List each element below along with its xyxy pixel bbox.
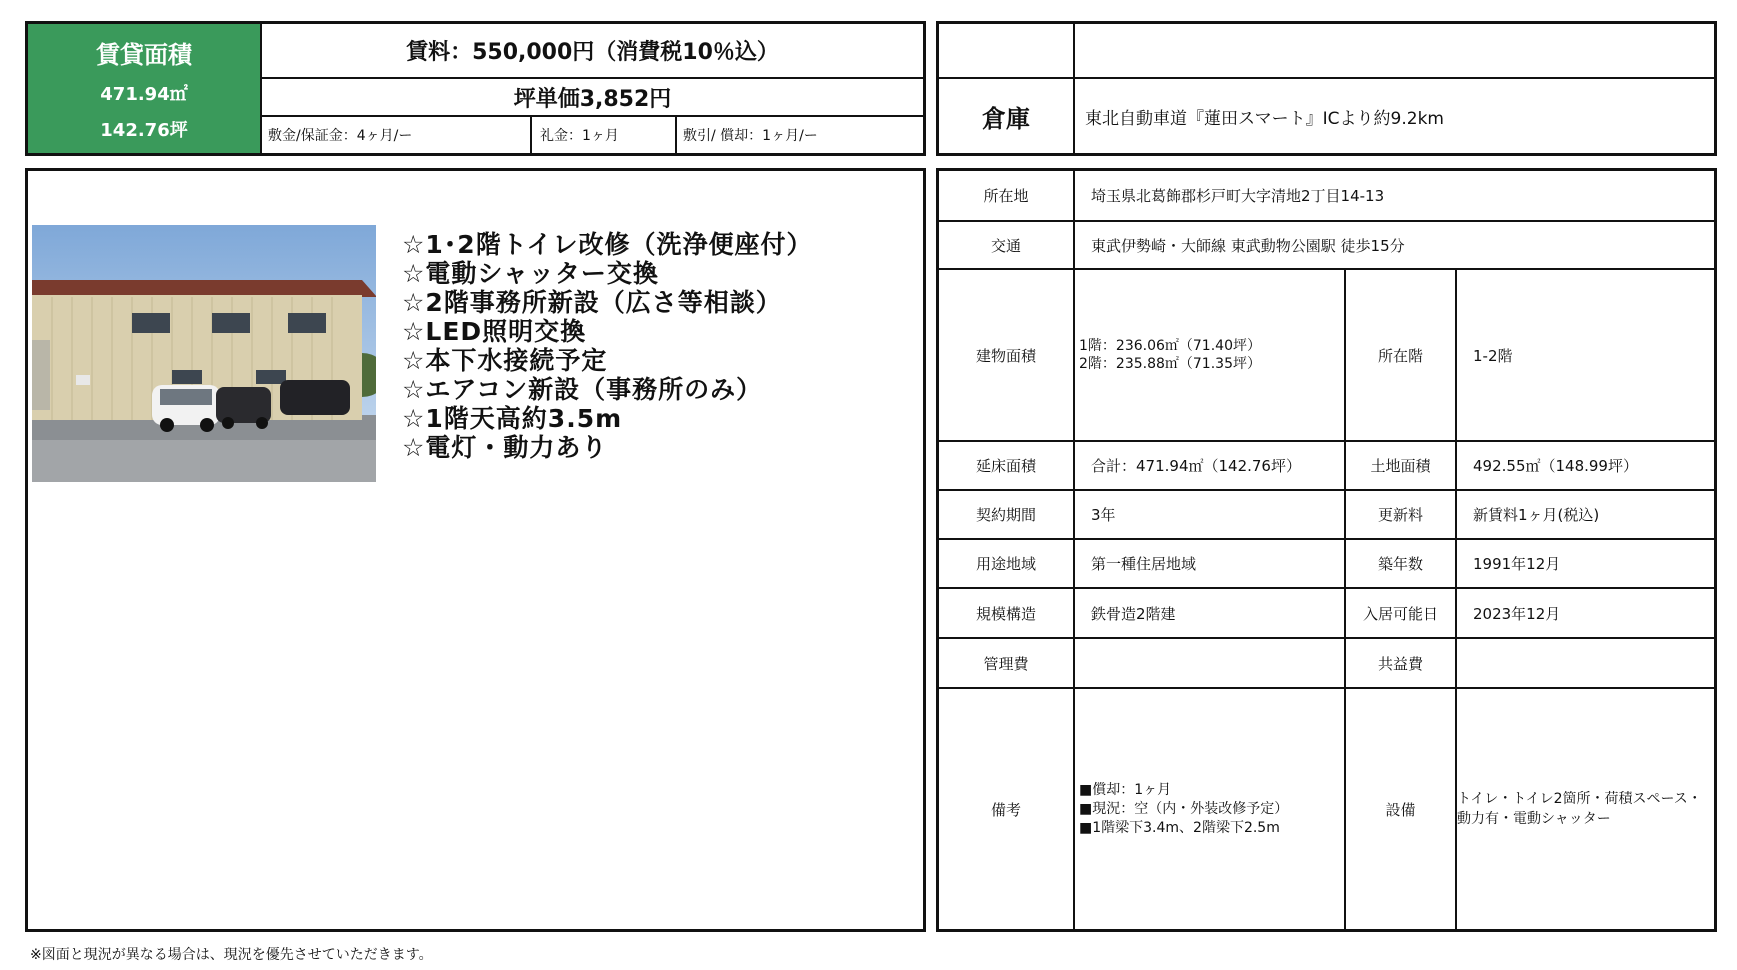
remarks-line: ■1階梁下3.4m、2階梁下2.5m (1079, 819, 1280, 836)
footer-note: ※図面と現況が異なる場合は、現況を優先させていただきます。 (30, 947, 433, 963)
features-box (25, 168, 926, 932)
location-value: 埼玉県北葛飾郡杉戸町大字清地2丁目14-13 (1091, 187, 1385, 205)
available-value: 2023年12月 (1473, 604, 1561, 623)
contract-value: 3年 (1091, 506, 1116, 524)
highway-access: 東北自動車道『蓮田スマート』ICより約9.2km (1085, 108, 1444, 129)
structure-label: 規模構造 (975, 604, 1036, 623)
unit-price: 坪単価3,852円 (513, 86, 672, 112)
transport-label: 交通 (990, 236, 1021, 255)
feature-item: ☆LED照明交換 (402, 317, 587, 346)
deposit: 敷金/保証金：4ヶ月/ー (268, 128, 413, 144)
remarks-line: ■償却：1ヶ月 (1079, 781, 1172, 798)
feature-item: ☆電動シャッター交換 (402, 259, 659, 288)
zoning-value: 第一種住居地域 (1091, 555, 1197, 573)
remarks-line: ■現況：空（内・外装改修予定） (1079, 800, 1289, 817)
feature-item: ☆エアコン新設（事務所のみ） (402, 375, 763, 404)
land-area-value: 492.55㎡（148.99坪） (1473, 457, 1638, 475)
feature-item: ☆電灯・動力あり (402, 433, 608, 462)
building-area-label: 建物面積 (975, 346, 1036, 365)
floor-value: 1-2階 (1473, 346, 1513, 365)
structure-value: 鉄骨造2階建 (1091, 604, 1176, 623)
warehouse-photo (32, 225, 376, 482)
built-label: 築年数 (1377, 555, 1423, 573)
feature-item: ☆1階天高約3.5m (402, 404, 623, 433)
zoning-label: 用途地域 (975, 555, 1036, 573)
mgmt-fee-value (1075, 639, 1344, 687)
area-panel (28, 24, 260, 153)
rent-summary-box (25, 21, 926, 156)
property-type: 倉庫 (982, 104, 1030, 133)
floor-label: 所在階 (1377, 346, 1423, 365)
property-type-box (936, 21, 1717, 156)
mgmt-fee-label: 管理費 (983, 654, 1029, 673)
area-title: 賃貸面積 (96, 41, 192, 69)
renewal-value: 新賃料1ヶ月(税込) (1473, 506, 1600, 524)
contract-label: 契約期間 (975, 506, 1036, 524)
feature-item: ☆本下水接続予定 (402, 346, 608, 375)
total-floor-value: 合計：471.94㎡（142.76坪） (1091, 457, 1301, 475)
amortization: 敷引/ 償却：1ヶ月/ー (683, 128, 818, 144)
key-money: 礼金：1ヶ月 (540, 128, 619, 144)
feature-item: ☆2階事務所新設（広さ等相談） (402, 288, 782, 317)
built-value: 1991年12月 (1473, 555, 1561, 573)
building-area-floor2: 2階：235.88㎡（71.35坪） (1079, 356, 1261, 372)
area-tsubo: 142.76坪 (100, 120, 188, 141)
details-table (936, 168, 1717, 932)
total-floor-label: 延床面積 (975, 457, 1036, 475)
location-label: 所在地 (983, 187, 1029, 205)
building-area-value (1079, 270, 1344, 440)
available-label: 入居可能日 (1362, 604, 1438, 623)
transport-value: 東武伊勢崎・大師線 東武動物公園駅 徒歩15分 (1091, 236, 1405, 255)
renewal-label: 更新料 (1377, 506, 1423, 524)
feature-item: ☆1･2階トイレ改修（洗浄便座付） (402, 230, 813, 259)
remarks-label: 備考 (990, 800, 1021, 819)
equipment-value: トイレ・トイレ2箇所・荷積スペース・動力有・電動シャッター (1457, 791, 1702, 827)
remarks-value (1079, 689, 1344, 929)
feature-list (402, 230, 812, 462)
common-fee-value (1457, 639, 1714, 687)
building-area-floor1: 1階：236.06㎡（71.40坪） (1079, 338, 1261, 354)
equipment-label: 設備 (1385, 800, 1416, 819)
land-area-label: 土地面積 (1370, 457, 1431, 475)
rent-price: 賃料：550,000円（消費税10％込） (406, 40, 779, 65)
area-sqm: 471.94㎡ (100, 84, 188, 105)
common-fee-label: 共益費 (1377, 654, 1423, 673)
